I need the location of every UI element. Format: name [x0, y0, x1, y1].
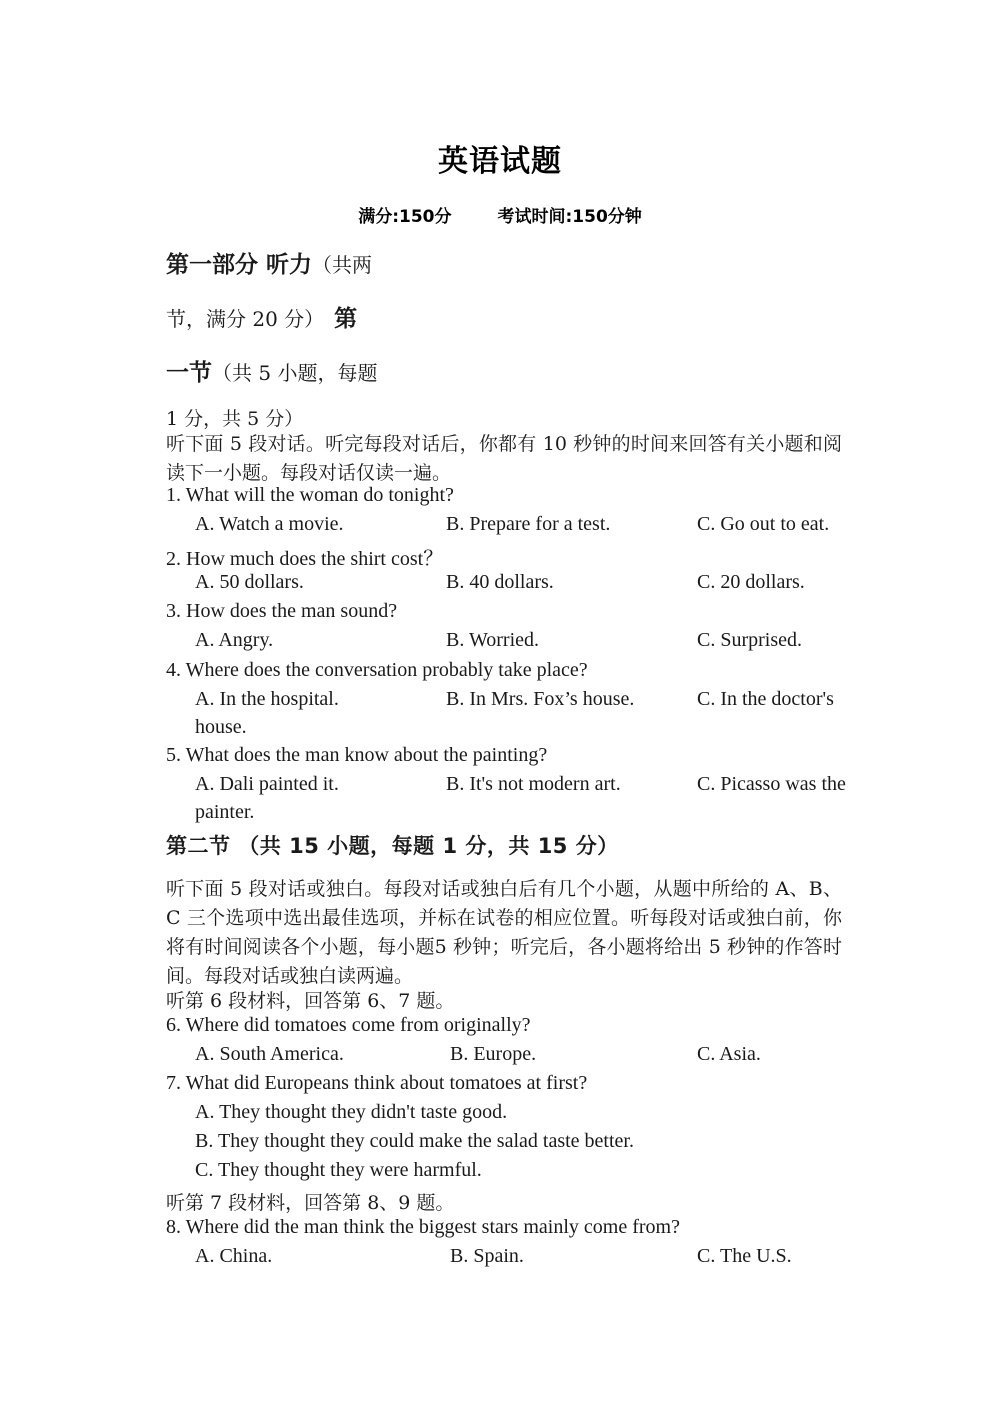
part-one-title: 第一部分 听力	[166, 252, 313, 278]
option-7-a[interactable]: A. They thought they didn't taste good.	[195, 1101, 508, 1123]
exam-meta-line	[0, 202, 1000, 227]
option-5-a[interactable]: A. Dali painted it.	[195, 773, 339, 795]
option-row-5	[195, 773, 855, 799]
part-one-paren-1: （共两	[312, 253, 373, 277]
question-stem-1: 1. What will the woman do tonight?	[166, 484, 454, 506]
option-row-6	[195, 1043, 855, 1069]
option-row-4	[195, 688, 855, 714]
part-one-heading-line-3	[166, 362, 377, 385]
question-stem-8: 8. Where did the man think the biggest stars mainly come from?	[166, 1216, 680, 1238]
option-2-c[interactable]: C. 20 dollars.	[697, 571, 805, 593]
part-one-heading-line-1	[166, 254, 372, 277]
material-notice-6: 听第 6 段材料，回答第 6、7 题。	[166, 990, 455, 1012]
option-4-c[interactable]: C. In the doctor's	[697, 688, 834, 710]
option-1-b[interactable]: B. Prepare for a test.	[446, 513, 611, 535]
option-1-a[interactable]: A. Watch a movie.	[195, 513, 344, 535]
option-4-a[interactable]: A. In the hospital.	[195, 688, 339, 710]
option-3-b[interactable]: B. Worried.	[446, 629, 540, 651]
option-7-b[interactable]: B. They thought they could make the salad taste better.	[195, 1130, 634, 1152]
section-one-title-part-b: 一节	[166, 360, 212, 386]
option-1-c[interactable]: C. Go out to eat.	[697, 513, 830, 535]
question-stem-2: 2. How much does the shirt cost？	[166, 548, 444, 570]
option-6-b[interactable]: B. Europe.	[450, 1043, 537, 1065]
section-one-instruction: 听下面 5 段对话。听完每段对话后，你都有 10 秒钟的时间来回答有关小题和阅读下一小题。每段对话仅读一遍。	[166, 433, 842, 484]
option-8-c[interactable]: C. The U.S.	[697, 1245, 792, 1267]
question-stem-3: 3. How does the man sound?	[166, 600, 398, 622]
option-6-a[interactable]: A. South America.	[195, 1043, 344, 1065]
question-stem-5: 5. What does the man know about the painting?	[166, 744, 548, 766]
option-7-c[interactable]: C. They thought they were harmful.	[195, 1159, 482, 1181]
part-one-paren-2: 节，满分 20 分）	[166, 307, 325, 331]
section-one-title-part-a: 第	[334, 306, 358, 332]
question-stem-4: 4. Where does the conversation probably take place?	[166, 659, 588, 681]
option-8-b[interactable]: B. Spain.	[450, 1245, 524, 1267]
option-row-1	[195, 513, 855, 539]
option-3-a[interactable]: A. Angry.	[195, 629, 274, 651]
option-8-a[interactable]: A. China.	[195, 1245, 273, 1267]
option-row-8	[195, 1245, 855, 1271]
option-5-c[interactable]: C. Picasso was the	[697, 773, 846, 795]
section-two-instruction: 听下面 5 段对话或独白。每段对话或独白后有几个小题，从题中所给的 A、B、C 三个选项中选出最佳选项，并标在试卷的相应位置。听每段对话或独白前，你将有时间阅读各个小题，每小题5 秒钟；听完后，各小题将给出 5 秒钟的作答时间。每段对话或独白读两遍。	[166, 878, 842, 987]
material-notice-7: 听第 7 段材料，回答第 8、9 题。	[166, 1192, 455, 1214]
total-score-label: 满分:150分	[358, 207, 452, 227]
option-4-c-continuation[interactable]: house.	[195, 716, 247, 738]
option-5-c-continuation[interactable]: painter.	[195, 801, 255, 823]
option-5-b[interactable]: B. It's not modern art.	[446, 773, 621, 795]
part-one-heading-line-4: 1 分，共 5 分）	[166, 408, 304, 430]
option-3-c[interactable]: C. Surprised.	[697, 629, 802, 651]
option-row-2	[195, 571, 855, 597]
option-4-b[interactable]: B. In Mrs. Fox’s house.	[446, 688, 635, 710]
option-2-a[interactable]: A. 50 dollars.	[195, 571, 304, 593]
option-row-3	[195, 629, 855, 655]
question-stem-6: 6. Where did tomatoes come from originally?	[166, 1014, 531, 1036]
section-one-paren-1: （共 5 小题，每题	[212, 361, 378, 385]
option-2-b[interactable]: B. 40 dollars.	[446, 571, 554, 593]
page-title: 英语试题	[438, 144, 562, 179]
part-one-heading-line-2	[166, 308, 357, 331]
question-stem-7: 7. What did Europeans think about tomatoes at first?	[166, 1072, 588, 1094]
option-6-c[interactable]: C. Asia.	[697, 1043, 761, 1065]
exam-duration-label: 考试时间:150分钟	[497, 207, 642, 227]
section-two-heading: 第二节 （共 15 小题，每题 1 分，共 15 分）	[166, 834, 619, 858]
